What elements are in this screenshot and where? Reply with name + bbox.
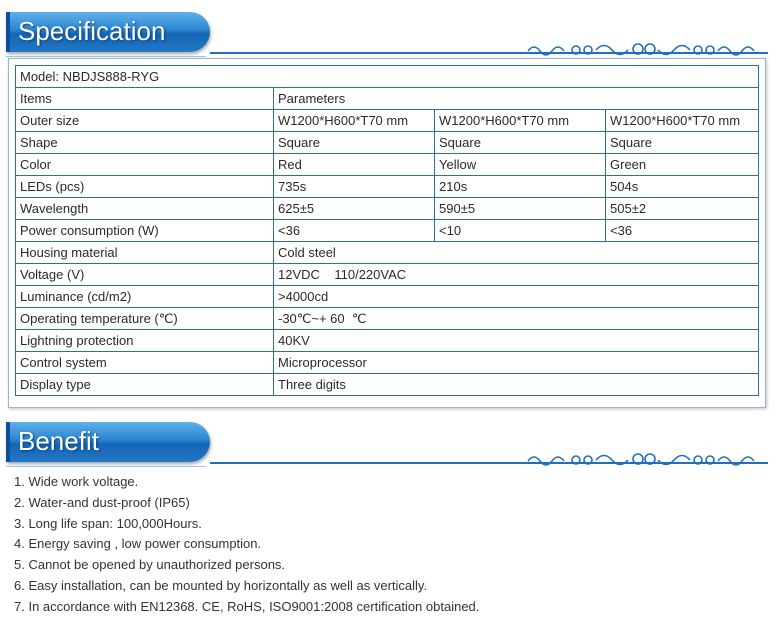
row-value: Microprocessor — [274, 352, 759, 374]
row-label: Display type — [16, 374, 274, 396]
row-value: Three digits — [274, 374, 759, 396]
row-value-red: 625±5 — [274, 198, 435, 220]
row-value: 12VDC 110/220VAC — [274, 264, 759, 286]
table-row — [16, 110, 759, 132]
table-row — [16, 286, 759, 308]
list-item: 1. Wide work voltage. — [14, 474, 139, 489]
header-underline — [6, 56, 206, 57]
table-row — [16, 176, 759, 198]
row-value-red: Square — [274, 132, 435, 154]
row-value: -30℃~+ 60 ℃ — [274, 308, 759, 330]
row-label: Operating temperature (℃) — [16, 308, 274, 330]
row-value-yellow: 590±5 — [435, 198, 606, 220]
row-label: LEDs (pcs) — [16, 176, 274, 198]
row-value-green: W1200*H600*T70 mm — [606, 110, 759, 132]
list-item: 2. Water-and dust-proof (IP65) — [14, 494, 190, 510]
row-value: Cold steel — [274, 242, 759, 264]
row-label: Shape — [16, 132, 274, 154]
row-value-yellow: 210s — [435, 176, 606, 198]
row-value-red: 735s — [274, 176, 435, 198]
list-item: 4. Energy saving , low power consumption. — [14, 536, 262, 552]
scroll-ornament-icon — [526, 41, 766, 57]
list-item: 3. Long life span: 100,000Hours. — [14, 515, 202, 531]
specification-tab — [6, 12, 210, 52]
row-value: 40KV — [274, 330, 759, 352]
row-label: Housing material — [16, 242, 274, 264]
row-value-green: 505±2 — [606, 198, 759, 220]
benefit-title: Benefit — [18, 426, 99, 456]
row-label: Voltage (V) — [16, 264, 274, 286]
specification-title: Specification — [18, 16, 166, 46]
row-value-yellow: <10 — [435, 220, 606, 242]
header-underline — [6, 466, 206, 467]
list-item: 6. Easy installation, can be mounted by horizontally as well as vertically. — [14, 577, 428, 593]
list-item: 5. Cannot be opened by unauthorized persons. — [14, 557, 286, 573]
row-value-red: W1200*H600*T70 mm — [274, 110, 435, 132]
benefit-header — [0, 422, 776, 470]
row-label: Color — [16, 154, 274, 176]
specification-header — [0, 12, 776, 60]
scroll-ornament-icon — [526, 451, 766, 467]
table-row — [16, 220, 759, 242]
model-cell: Model: NBDJS888-RYG — [16, 66, 759, 88]
table-row — [16, 198, 759, 220]
row-value-yellow: W1200*H600*T70 mm — [435, 110, 606, 132]
table-row — [16, 242, 759, 264]
row-label: Outer size — [16, 110, 274, 132]
row-value-yellow: Yellow — [435, 154, 606, 176]
row-value-yellow: Square — [435, 132, 606, 154]
row-label: Control system — [16, 352, 274, 374]
row-value-green: 504s — [606, 176, 759, 198]
row-value-red: Red — [274, 154, 435, 176]
items-header: Items — [16, 88, 274, 110]
row-value-green: Green — [606, 154, 759, 176]
benefit-list — [14, 472, 479, 618]
table-row — [16, 264, 759, 286]
list-item: 7. In accordance with EN12368. CE, RoHS, ISO9001:2008 certification obtained. — [14, 598, 480, 614]
spec-table — [15, 65, 759, 396]
table-header-row — [16, 88, 759, 110]
row-label: Lightning protection — [16, 330, 274, 352]
table-row — [16, 352, 759, 374]
row-label: Power consumption (W) — [16, 220, 274, 242]
table-row — [16, 374, 759, 396]
row-label: Wavelength — [16, 198, 274, 220]
table-row — [16, 330, 759, 352]
row-value-green: <36 — [606, 220, 759, 242]
spec-table-panel — [8, 58, 766, 408]
row-value-green: Square — [606, 132, 759, 154]
row-label: Luminance (cd/m2) — [16, 286, 274, 308]
model-row — [16, 66, 759, 88]
row-value-red: <36 — [274, 220, 435, 242]
benefit-tab — [6, 422, 210, 462]
parameters-header: Parameters — [274, 88, 759, 110]
row-value: >4000cd — [274, 286, 759, 308]
table-row — [16, 154, 759, 176]
table-row — [16, 132, 759, 154]
table-row — [16, 308, 759, 330]
